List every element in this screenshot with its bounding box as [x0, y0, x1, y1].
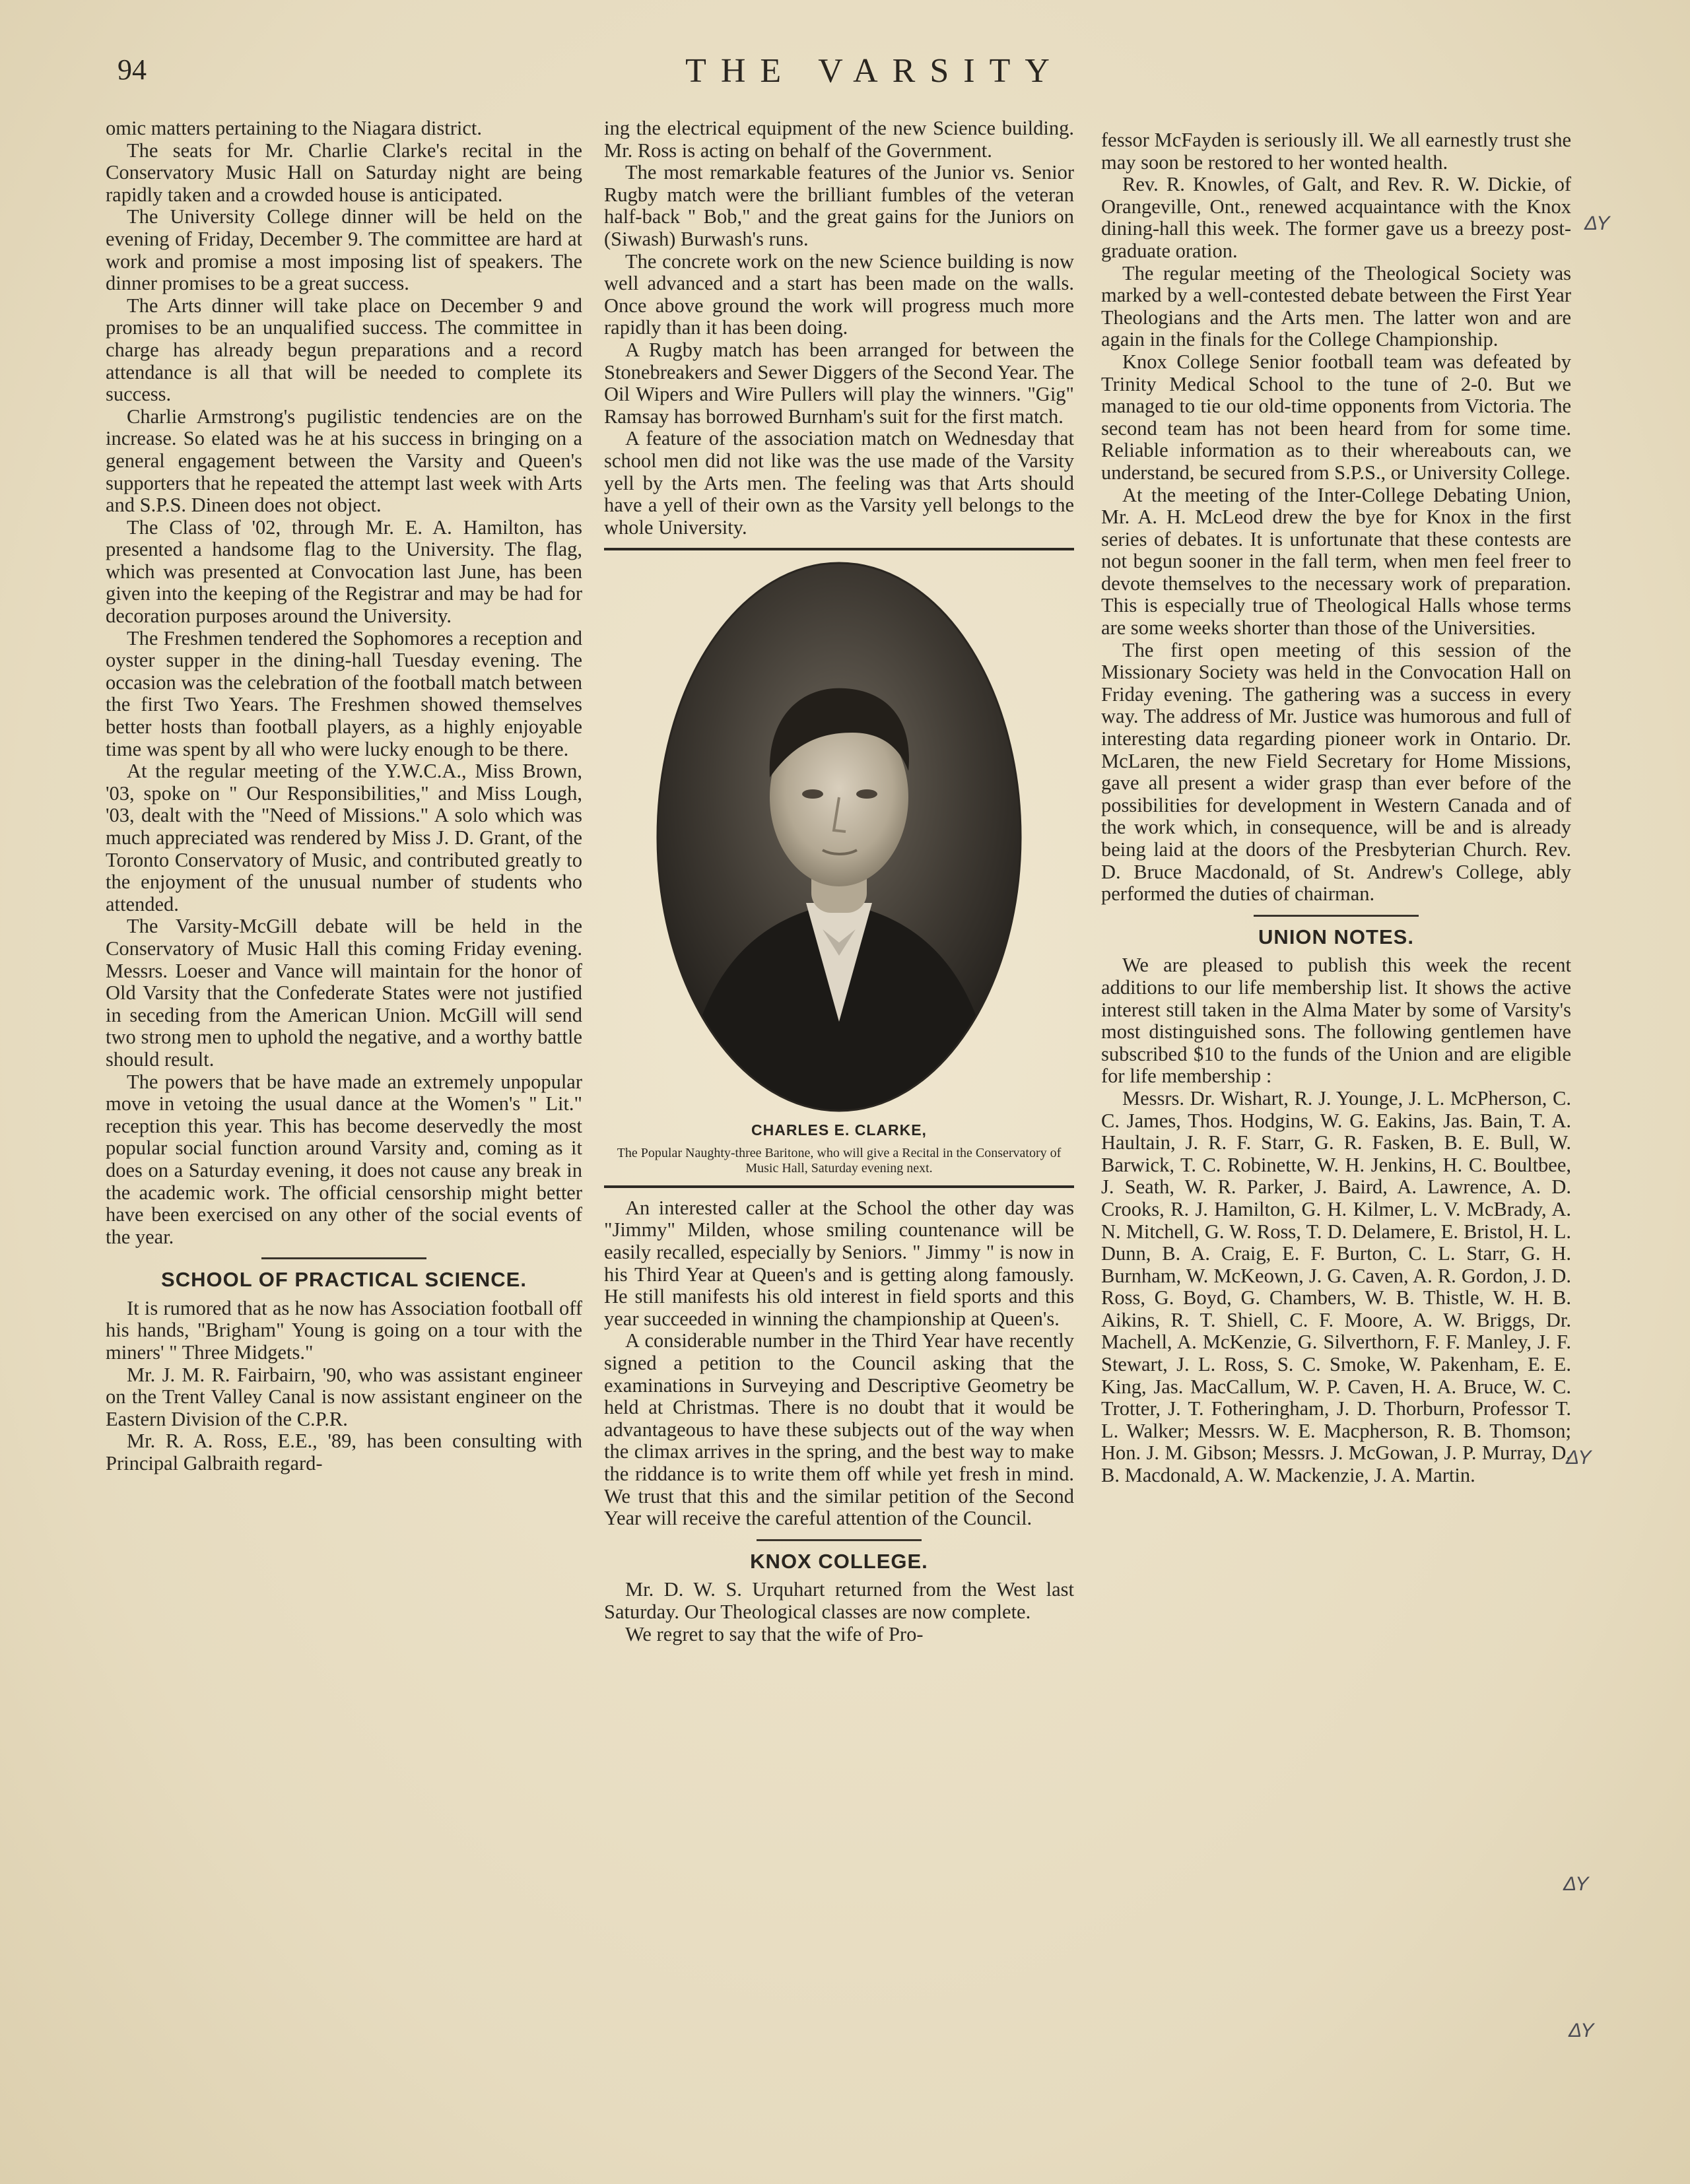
article-paragraph: The University College dinner will be held on the evening of Friday, December 9. The committee are hard at work and promise a most imposing list of speakers. The dinner promises to be a great success. [106, 205, 582, 295]
column-divider [604, 548, 1074, 550]
article-paragraph: A Rugby match has been arranged for between the Stonebreakers and Sewer Diggers of the Second Year. The Oil Wipers and Wire Pullers will play the winners. "Gig" Ramsay has borrowed Burnham's suit for the first match. [604, 338, 1074, 428]
article-paragraph: The Class of '02, through Mr. E. A. Hamilton, has presented a handsome flag to the University. The flag, which was presented at Convocation last June, has been given into the keeping of the Registrar and may be had for decoration purposes around the University. [106, 515, 582, 628]
article-paragraph: fessor McFayden is seriously ill. We all earnestly trust she may soon be restored to her wonted health. [1101, 129, 1571, 174]
article-paragraph: The Arts dinner will take place on December 9 and promises to be an unqualified success. The committee in charge has already begun preparations and a record attendance is all that will be needed to complete its success. [106, 294, 582, 406]
article-paragraph: The regular meeting of the Theological Society was marked by a well-contested debate between the First Year Theologians and the Arts men. The latter won and are again in the finals for the College Championship. [1101, 261, 1571, 351]
article-paragraph: Charlie Armstrong's pugilistic tendencies are on the increase. So elated was he at his success in bringing on a general engagement between the Varsity and Queen's supporters that he repeated the attempt last week with Arts and S.P.S. Dineen does not object. [106, 405, 582, 517]
article-paragraph: We are pleased to publish this week the recent additions to our life membership list. It shows the active interest still taken in the Alma Mater by some of Varsity's most distinguished sons. The following gentlemen have subscribed $10 to the funds of the Union and are eligible for life membership : [1101, 954, 1571, 1088]
column-divider [604, 1185, 1074, 1188]
section-divider [757, 1539, 922, 1541]
masthead: THE VARSITY [685, 52, 1064, 90]
article-paragraph: The concrete work on the new Science building is now well advanced and a start has been made on the walls. Once above ground the work will progress much more rapidly than it has been doing. [604, 249, 1074, 339]
article-paragraph: The first open meeting of this session of the Missionary Society was held in the Convocation Hall on Friday evening. The gathering was a success in every way. The address of Mr. Justice was humorous and full of interesting data regarding pioneer work in Ontario. Dr. McLaren, the new Field Secretary for Home Missions, gave all present a wider grasp than ever before of the possibilities for development in Western Canada and of the work which, in consequence, will be and is already being laid at the doors of the Presbyterian Church. Rev. D. Bruce Macdonald, of St. Andrew's College, ably performed the duties of chairman. [1101, 638, 1571, 906]
member-list: Messrs. Dr. Wishart, R. J. Younge, J. L. McPherson, C. C. James, Thos. Hodgins, W. G. Eakins, Jas. Bain, T. A. Haultain, J. R. F. Starr, G. R. Fasken, B. E. Bull, W. Barwick, T. C. Robinette, W. H. Jenkins, H. C. Boultbee, J. Seath, W. R. Parker, J. Baird, A. Lawrence, A. D. Crooks, R. J. Hamilton, G. H. Kilmer, L. V. McBrady, A. N. Mitchell, G. W. Ross, T. D. Delamere, E. Bristol, H. L. Dunn, B. A. Craig, E. F. Burton, C. L. Starr, G. H. Burnham, W. McKeown, J. G. Caven, A. R. Gordon, J. D. Ross, G. Boyd, G. Chambers, W. B. Thistle, W. H. B. Aikins, R. T. Shiell, C. F. Moore, A. W. Briggs, Dr. Machell, A. McKenzie, G. Silverthorn, F. F. Manley, J. F. Stewart, J. L. Ross, S. C. Smoke, W. Pakenham, E. E. King, Jas. MacCallum, W. P. Caven, H. A. Bruce, W. C. Trotter, J. T. Fotheringham, J. D. Thorburn, Professor T. L. Walker; Messrs. W. E. Macpherson, R. B. Thomson; Hon. J. M. Gibson; Messrs. J. McGowan, J. P. Murray, D. B. Macdonald, A. W. Mackenzie, J. A. Martin. [1101, 1086, 1571, 1487]
article-paragraph: Rev. R. Knowles, of Galt, and Rev. R. W. Dickie, of Orangeville, Ont., renewed acquaintance with the Knox dining-hall this week. The former gave us a breezy post-graduate oration. [1101, 173, 1571, 262]
handwritten-margin-note: ΔΥ [1569, 2020, 1596, 2041]
article-paragraph: Mr. D. W. S. Urquhart returned from the West last Saturday. Our Theological classes are now complete. [604, 1578, 1074, 1623]
article-paragraph: A feature of the association match on Wednesday that school men did not like was the use made of the Varsity yell by the Arts men. The feeling was that Arts should have a yell of their own as the Varsity yell belongs to the whole University. [604, 427, 1074, 539]
article-paragraph: We regret to say that the wife of Pro- [625, 1622, 924, 1645]
column-3 [1101, 129, 1571, 1487]
section-heading-union: UNION NOTES. [1258, 925, 1414, 948]
article-paragraph: The Freshmen tendered the Sophomores a reception and oyster supper in the dining-hall Tuesday evening. The occasion was the celebration of the football match between the first Two Years. The Freshmen showed themselves better hosts than football players, as a highly enjoyable time was spent by all who were lucky enough to be there. [106, 626, 582, 760]
section-divider [1254, 915, 1419, 917]
portrait-oval-image [654, 560, 1024, 1114]
article-paragraph: An interested caller at the School the other day was "Jimmy" Milden, whose smiling countenance will be easily recalled, especially by Seniors. " Jimmy " is now in his Third Year at Queen's and is getting along famously. He still manifests his old interest in field sports and this year succeeded in winning the championship at Queen's. [604, 1196, 1074, 1330]
section-divider [261, 1257, 426, 1259]
section-heading-sps: SCHOOL OF PRACTICAL SCIENCE. [161, 1268, 527, 1292]
article-paragraph: omic matters pertaining to the Niagara district. [106, 117, 482, 139]
article-paragraph: The Varsity-McGill debate will be held in the Conservatory of Music Hall this coming Friday evening. Messrs. Loeser and Vance will maintain for the honor of Old Varsity that the Confederate States were not justified in seceding from the American Union. McGill will send two strong men to uphold the negative, and a worthy battle should result. [106, 915, 582, 1071]
article-paragraph: The seats for Mr. Charlie Clarke's recital in the Conservatory Music Hall on Saturday night are being rapidly taken and a crowded house is anticipated. [106, 139, 582, 206]
page-number: 94 [118, 53, 147, 86]
column-2 [604, 117, 1074, 1645]
article-paragraph: Knox College Senior football team was defeated by Trinity Medical School to the tune of 2-0. But we managed to tie our old-time opponents from Victoria. The second team has not been heard from for some time. Reliable information as to their whereabouts can, we understand, be secured from S.P.S., or University College. [1101, 350, 1571, 484]
article-paragraph: A considerable number in the Third Year have recently signed a petition to the Council asking that the examinations in Surveying and Descriptive Geometry be held at Christmas. There is no doubt that it would be advantageous to have these subjects out of the way when the climax arrives in the spring, and the best way to make the riddance is to write them off while yet fresh in mind. We trust that this and the similar petition of the Second Year will receive the careful attention of the Council. [604, 1329, 1074, 1530]
article-paragraph: ing the electrical equipment of the new Science building. Mr. Ross is acting on behalf of the Government. [604, 117, 1074, 162]
article-paragraph: Mr. J. M. R. Fairbairn, '90, who was assistant engineer on the Trent Valley Canal is now assistant engineer on the Eastern Division of the C.P.R. [106, 1363, 582, 1430]
article-paragraph: The most remarkable features of the Junior vs. Senior Rugby match were the brilliant fumbles of the veteran half-back " Bob," and the great gains for the Juniors on (Siwash) Burwash's runs. [604, 161, 1074, 250]
handwritten-margin-note: ΔΥ [1584, 213, 1611, 234]
handwritten-margin-note: ΔΥ [1566, 1447, 1593, 1469]
article-paragraph: It is rumored that as he now has Association football off his hands, "Brigham" Young is going on a tour with the miners' " Three Midgets." [106, 1296, 582, 1364]
article-paragraph: At the meeting of the Inter-College Debating Union, Mr. A. H. McLeod drew the bye for Knox in the first series of debates. It is unfortunate that these contests are not begun sooner in the fall term, when men feel freer to devote themselves to the necessary work of preparation. This is especially true of Theological Halls whose terms are some weeks shorter than those of the Universities. [1101, 483, 1571, 640]
handwritten-margin-note: ΔΥ [1563, 1873, 1590, 1895]
section-heading-knox: KNOX COLLEGE. [750, 1549, 928, 1573]
photo-caption-name: CHARLES E. CLARKE, [751, 1121, 927, 1139]
photo-caption-text: The Popular Naughty-three Baritone, who will give a Recital in the Conservatory of Music Hall, Saturday evening next. [617, 1145, 1062, 1175]
portrait-photo [604, 560, 1074, 1114]
article-paragraph: Mr. R. A. Ross, E.E., '89, has been consulting with Principal Galbraith regard- [106, 1430, 582, 1475]
column-1 [106, 117, 582, 1475]
article-paragraph: The powers that be have made an extremely unpopular move in vetoing the usual dance at the Women's " Lit." reception this year. This has become deservedly the most popular social function around Varsity and, coming as it does on a Saturday evening, it does not cause any break in the academic work. The official censorship might better have been exercised on any other of the social events of the year. [106, 1070, 582, 1248]
article-paragraph: At the regular meeting of the Y.W.C.A., Miss Brown, '03, spoke on " Our Responsibilities," and Miss Lough, '03, dealt with the "Need of Missions." A solo which was much appreciated was rendered by Miss J. D. Grant, of the Toronto Conservatory of Music, and contributed greatly to the enjoyment of the unusual number of students who attended. [106, 760, 582, 915]
